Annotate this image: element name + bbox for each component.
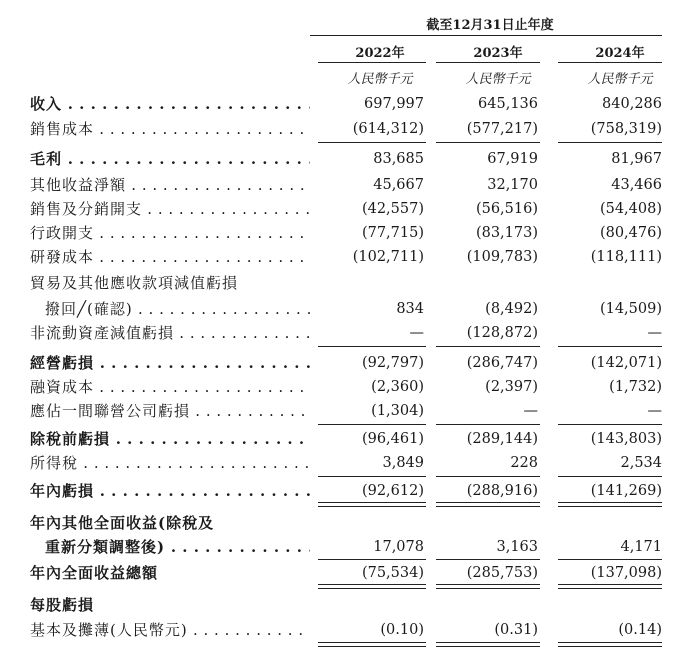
row-label: 經營虧損 . . .: [30, 352, 310, 374]
total-double-rule: [436, 502, 540, 507]
value-2022: (75,534): [361, 565, 424, 581]
row-operating-loss: [0, 352, 700, 374]
value-2024: —: [647, 325, 662, 341]
total-double-rule: [318, 502, 426, 507]
period-underline: [310, 35, 662, 36]
column-year-2023: 2023年: [473, 46, 523, 61]
value-2024: (137,098): [590, 565, 662, 581]
subtotal-rule: [436, 476, 540, 477]
row-selling-expenses: [0, 198, 700, 220]
value-2024: (143,803): [590, 431, 662, 447]
value-2023: (289,144): [466, 431, 538, 447]
value-2023: (288,916): [466, 483, 538, 499]
row-eps-heading: [0, 594, 700, 616]
value-2023: (286,747): [466, 355, 538, 371]
row-other-income: [0, 174, 700, 196]
value-2023: (56,516): [475, 201, 538, 217]
value-2022: 3,849: [382, 455, 424, 471]
subtotal-rule: [436, 142, 540, 143]
column-rule-2022: [318, 62, 426, 63]
value-2022: (92,797): [361, 355, 424, 371]
value-2024: 4,171: [620, 539, 662, 555]
column-year-2024: 2024年: [595, 46, 645, 61]
row-label: 毛利 . . .: [30, 148, 310, 170]
column-rule-2023: [436, 62, 540, 63]
value-2024: 43,466: [611, 177, 662, 193]
subtotal-rule: [436, 424, 540, 425]
row-cost-of-sales: [0, 118, 700, 140]
row-label: 研發成本 . . .: [30, 246, 310, 268]
value-2022: (2,360): [371, 379, 424, 395]
value-2024: (0.14): [618, 622, 662, 638]
row-noncurrent-impairment: [0, 322, 700, 344]
value-2024: (54,408): [599, 201, 662, 217]
subtotal-rule: [318, 424, 426, 425]
value-2022: 83,685: [373, 151, 424, 167]
value-2023: 3,163: [496, 539, 538, 555]
row-loss-for-year: [0, 480, 700, 502]
row-other-comprehensive-income: [0, 536, 700, 558]
value-2024: 81,967: [611, 151, 662, 167]
row-label: 所得稅 . . .: [30, 452, 310, 474]
column-unit-2024: 人民幣千元: [587, 72, 653, 87]
row-revenue: [0, 93, 700, 115]
row-receivables-impairment-heading: [0, 272, 700, 294]
value-2023: (128,872): [466, 325, 538, 341]
subtotal-rule: [558, 559, 662, 560]
column-unit-2022: 人民幣千元: [347, 72, 413, 87]
value-2024: (1,732): [609, 379, 662, 395]
row-receivables-impairment: [0, 298, 700, 320]
row-label: 銷售及分銷開支 . . .: [30, 198, 310, 220]
value-2022: 45,667: [373, 177, 424, 193]
row-label: 行政開支 . . .: [30, 222, 310, 244]
row-oci-heading: [0, 512, 700, 534]
value-2022: (77,715): [361, 225, 424, 241]
value-2022: 697,997: [364, 96, 424, 112]
row-rd-costs: [0, 246, 700, 268]
row-label: 年內其他全面收益(除稅及: [30, 514, 215, 532]
subtotal-rule: [318, 346, 426, 347]
row-gross-profit: [0, 148, 700, 170]
row-associate-loss: [0, 400, 700, 422]
row-label: 除稅前虧損 . . .: [30, 428, 310, 450]
value-2024: (142,071): [590, 355, 662, 371]
value-2024: 2,534: [620, 455, 662, 471]
total-double-rule: [436, 642, 540, 647]
value-2022: 17,078: [373, 539, 424, 555]
value-2022: (614,312): [352, 121, 424, 137]
row-label: 貿易及其他應收款項減值虧損: [30, 274, 239, 292]
total-double-rule: [558, 584, 662, 589]
row-admin-expenses: [0, 222, 700, 244]
value-2022: 834: [396, 301, 424, 317]
row-label: 其他收益淨額 . . .: [30, 174, 310, 196]
value-2022: (96,461): [361, 431, 424, 447]
subtotal-rule: [318, 476, 426, 477]
column-unit-2023: 人民幣千元: [465, 72, 531, 87]
value-2022: —: [409, 325, 424, 341]
value-2024: —: [647, 403, 662, 419]
value-2024: (141,269): [590, 483, 662, 499]
value-2023: (2,397): [485, 379, 538, 395]
row-loss-before-tax: [0, 428, 700, 450]
value-2023: 32,170: [487, 177, 538, 193]
subtotal-rule: [558, 424, 662, 425]
value-2023: 67,919: [487, 151, 538, 167]
row-label: 非流動資產減值虧損 . . .: [30, 322, 310, 344]
row-total-comprehensive-income: [0, 562, 700, 584]
row-finance-costs: [0, 376, 700, 398]
value-2024: 840,286: [602, 96, 662, 112]
value-2022: (1,304): [371, 403, 424, 419]
row-basic-diluted-eps: [0, 619, 700, 641]
value-2023: (0.31): [494, 622, 538, 638]
row-label: 基本及攤薄(人民幣元) . . .: [30, 619, 310, 641]
subtotal-rule: [558, 476, 662, 477]
row-label: 年內全面收益總額: [30, 564, 159, 582]
subtotal-rule: [436, 559, 540, 560]
period-title: 截至12月31日止年度: [426, 18, 554, 33]
total-double-rule: [318, 642, 426, 647]
column-rule-2024: [558, 62, 662, 63]
total-double-rule: [436, 584, 540, 589]
row-label: 年內虧損 . . .: [30, 480, 310, 502]
total-double-rule: [558, 642, 662, 647]
value-2022: (92,612): [361, 483, 424, 499]
row-label: 重新分類調整後) . . .: [45, 536, 310, 558]
subtotal-rule: [318, 142, 426, 143]
row-income-tax: [0, 452, 700, 474]
value-2023: (83,173): [475, 225, 538, 241]
subtotal-rule: [436, 346, 540, 347]
value-2024: (14,509): [599, 301, 662, 317]
value-2023: (109,783): [466, 249, 538, 265]
row-label: 融資成本 . . .: [30, 376, 310, 398]
value-2023: (8,492): [485, 301, 538, 317]
value-2024: (758,319): [590, 121, 662, 137]
column-year-2022: 2022年: [355, 46, 405, 61]
subtotal-rule: [558, 346, 662, 347]
value-2022: (0.10): [380, 622, 424, 638]
subtotal-rule: [558, 142, 662, 143]
value-2023: (285,753): [466, 565, 538, 581]
value-2024: (80,476): [599, 225, 662, 241]
value-2022: (102,711): [352, 249, 424, 265]
row-label: 每股虧損: [30, 596, 95, 614]
value-2023: 228: [510, 455, 538, 471]
value-2023: —: [523, 403, 538, 419]
value-2024: (118,111): [590, 249, 662, 265]
row-label: 撥回╱(確認) . . .: [45, 298, 310, 320]
total-double-rule: [558, 502, 662, 507]
row-label: 應佔一間聯營公司虧損 . . .: [30, 400, 310, 422]
total-double-rule: [318, 584, 426, 589]
value-2023: (577,217): [466, 121, 538, 137]
value-2023: 645,136: [478, 96, 538, 112]
value-2022: (42,557): [361, 201, 424, 217]
row-label: 銷售成本 . . .: [30, 118, 310, 140]
subtotal-rule: [318, 559, 426, 560]
row-label: 收入 . . .: [30, 93, 310, 115]
